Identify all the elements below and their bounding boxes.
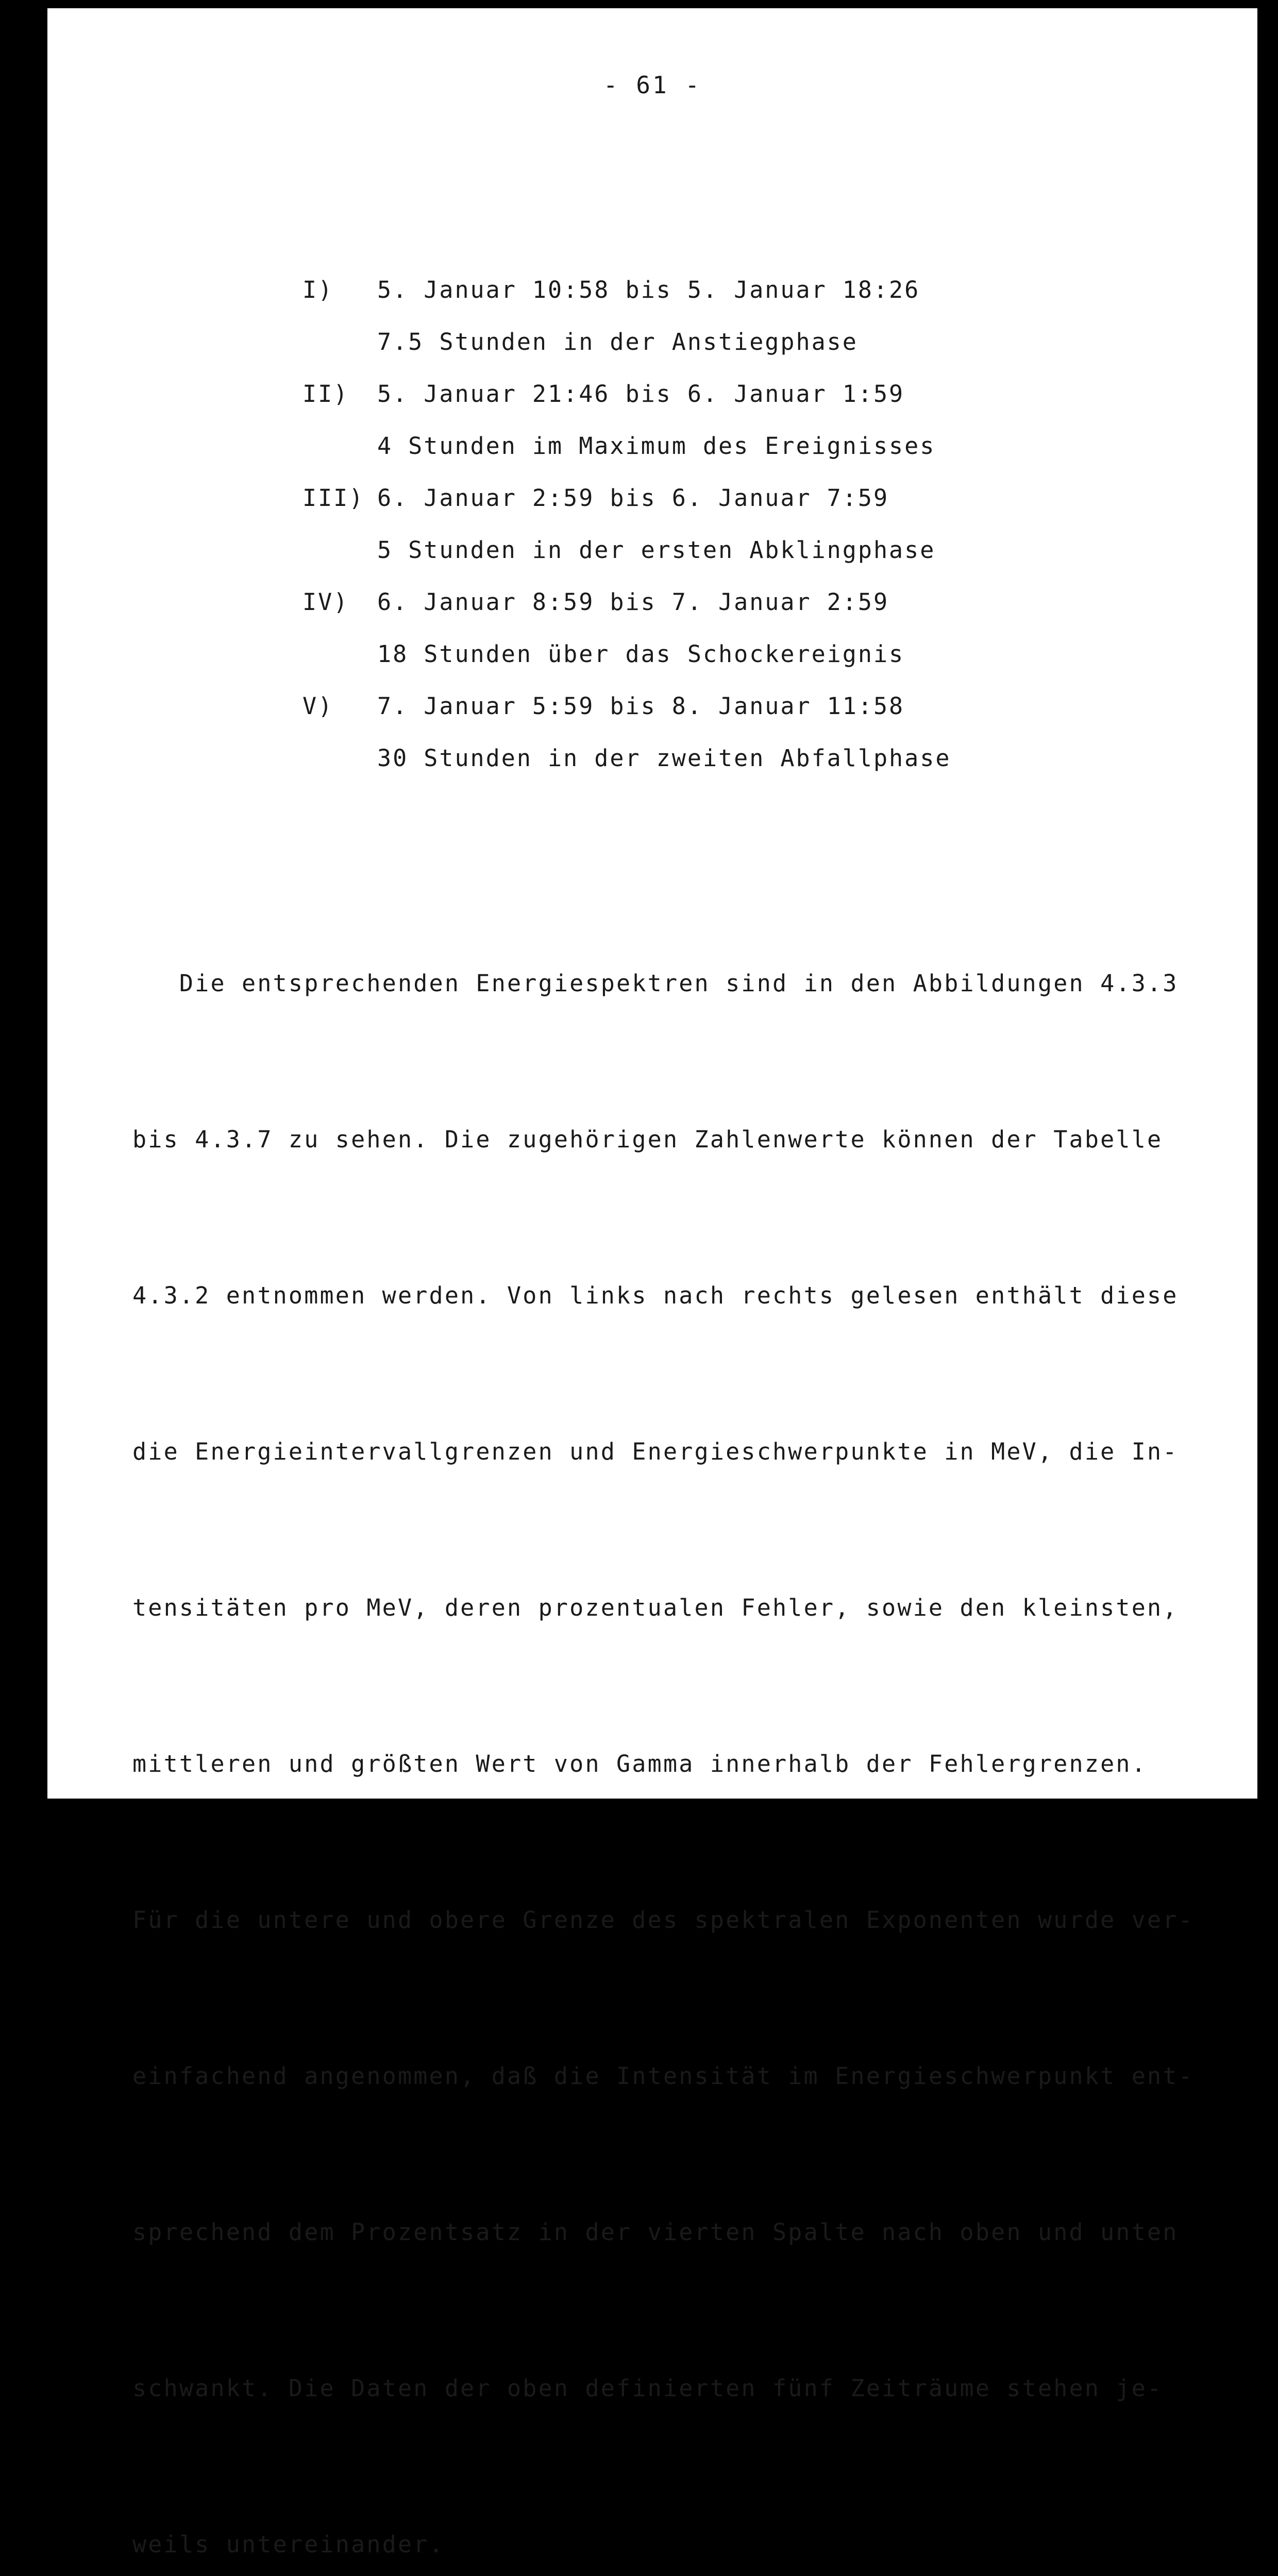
text-line: tensitäten pro MeV, deren prozentualen Fehler, sowie den kleinsten, xyxy=(132,1594,1179,1621)
period-range: 6. Januar 2:59 bis 6. Januar 7:59 xyxy=(377,484,889,512)
period-label: III) xyxy=(302,484,365,512)
text-line: einfachend angenommen, daß die Intensität im Energieschwerpunkt ent- xyxy=(132,2062,1194,2090)
text-line: Die entsprechenden Energiespektren sind in den Abbildungen 4.3.3 xyxy=(132,970,1179,997)
period-description: 18 Stunden über das Schockereignis xyxy=(377,640,905,668)
period-label: I) xyxy=(302,276,334,303)
period-label: V) xyxy=(302,692,334,720)
period-range: 7. Januar 5:59 bis 8. Januar 11:58 xyxy=(377,692,905,720)
document-page xyxy=(47,8,1257,2558)
period-description: 5 Stunden in der ersten Abklingphase xyxy=(377,536,936,564)
period-item xyxy=(302,588,1024,692)
period-item xyxy=(302,276,1024,380)
text-line: 4.3.2 entnommen werden. Von links nach rechts gelesen enthält diese xyxy=(132,1282,1179,1309)
period-label: II) xyxy=(302,380,349,408)
period-item xyxy=(302,484,1024,588)
text-line: schwankt. Die Daten der oben definierten fünf Zeiträume stehen je- xyxy=(132,2375,1163,2402)
paragraph xyxy=(132,853,1235,2576)
time-period-list xyxy=(302,276,1024,796)
period-item xyxy=(302,692,1024,796)
period-range: 6. Januar 8:59 bis 7. Januar 2:59 xyxy=(377,588,889,616)
text-line: weils untereinander. xyxy=(132,2531,445,2558)
period-range: 5. Januar 10:58 bis 5. Januar 18:26 xyxy=(377,276,920,303)
text-line: bis 4.3.7 zu sehen. Die zugehörigen Zahlenwerte können der Tabelle xyxy=(132,1126,1163,1153)
period-description: 7.5 Stunden in der Anstiegphase xyxy=(377,328,858,355)
period-description: 30 Stunden in der zweiten Abfallphase xyxy=(377,744,951,772)
text-line: Für die untere und obere Grenze des spektralen Exponenten wurde ver- xyxy=(132,1906,1194,1934)
period-label: IV) xyxy=(302,588,349,616)
text-line: sprechend dem Prozentsatz in der vierten Spalte nach oben und unten xyxy=(132,2218,1179,2246)
body-text xyxy=(132,853,1235,2576)
period-description: 4 Stunden im Maximum des Ereignisses xyxy=(377,432,936,460)
period-range: 5. Januar 21:46 bis 6. Januar 1:59 xyxy=(377,380,905,408)
text-line: mittleren und größten Wert von Gamma innerhalb der Fehlergrenzen. xyxy=(132,1750,1147,1777)
text-line: die Energieintervallgrenzen und Energieschwerpunkte in MeV, die In- xyxy=(132,1438,1179,1465)
period-item xyxy=(302,380,1024,484)
page-number: - 61 - xyxy=(603,71,702,99)
